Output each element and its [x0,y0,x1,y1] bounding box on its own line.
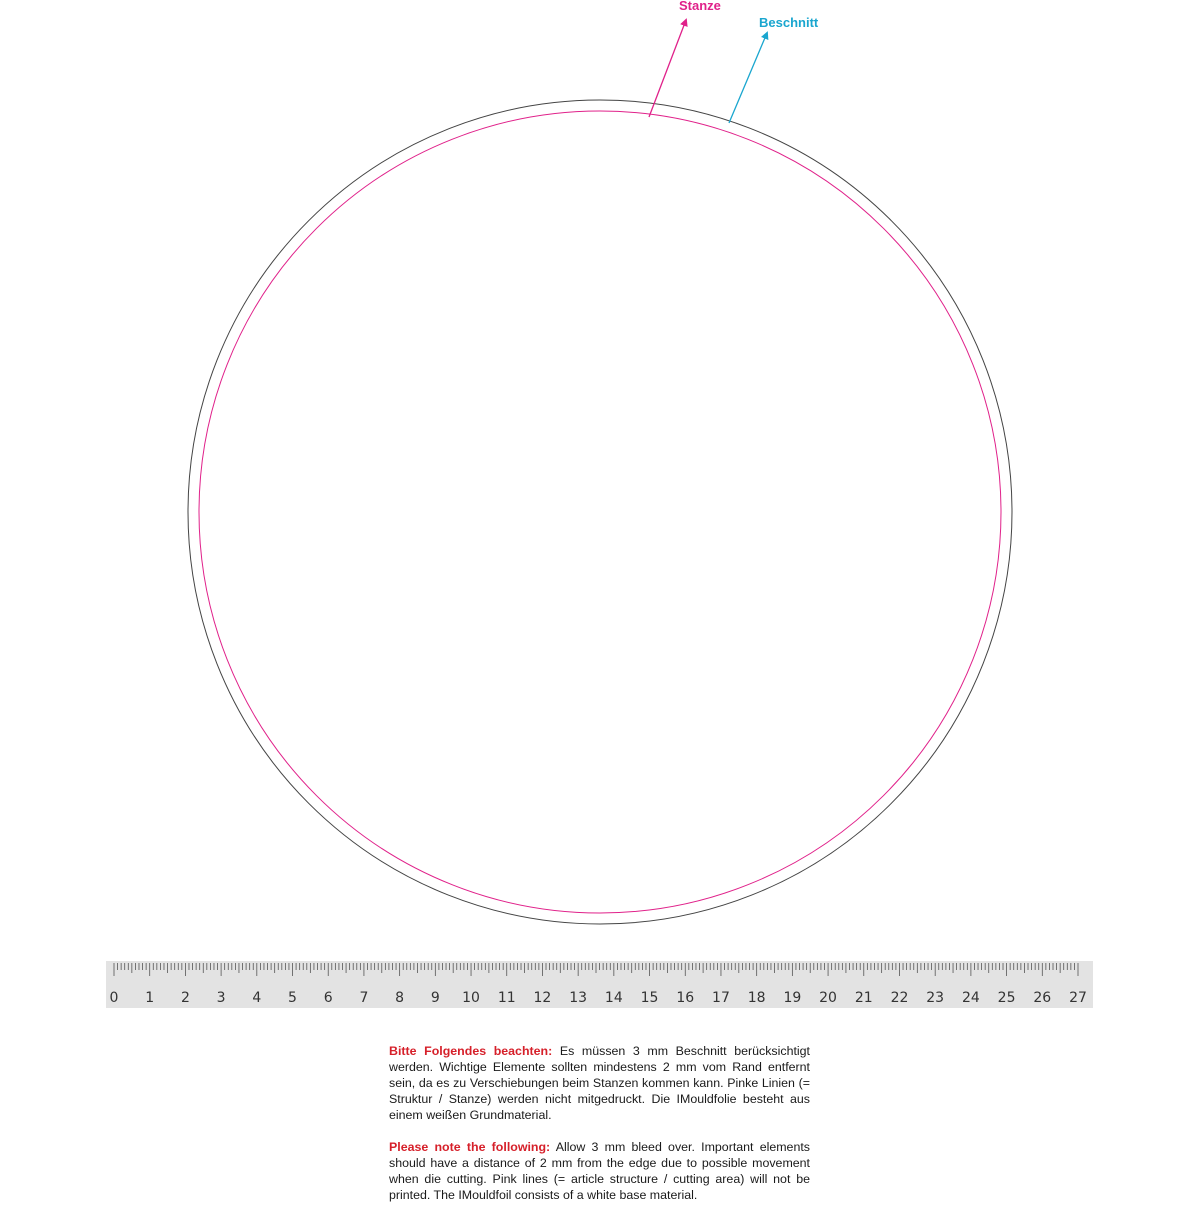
ruler-number: 4 [252,990,262,1006]
die-cut-circle [199,111,1001,913]
bleed-circle [188,100,1012,924]
ruler-number: 15 [640,990,659,1006]
ruler-number: 11 [497,990,516,1006]
ruler-number: 16 [676,990,695,1006]
ruler-number: 7 [359,990,369,1006]
ruler-number: 23 [926,990,945,1006]
ruler-number: 21 [854,990,873,1006]
note-english-body: Allow 3 mm bleed over. Important elements should have a distance of 2 mm from the edge due to possible movement when die cutting. Pink lines (= article structure / cutting area) will not be printed. The IMouldfoil consists of a white base material. [389,1140,810,1202]
ruler-number: 3 [216,990,226,1006]
ruler-number: 8 [395,990,405,1006]
ruler-number: 10 [462,990,480,1006]
note-german-heading: Bitte Folgendes beachten: [389,1044,553,1058]
note-german-body: Es müssen 3 mm Beschnitt berücksichtigt werden. Wichtige Elemente sollten mindestens 2 mm vom Rand entfernt sein, da es zu Verschiebungen beim Stanzen kommen kann. Pinke Linien (= Struktur / Stanze) werden nicht mitgedruckt. Die IMouldfolie besteht aus einem weißen Grundmaterial. [389,1044,810,1122]
ruler-number: 22 [890,990,909,1006]
note-english-heading: Please note the following: [389,1140,551,1154]
ruler-number: 12 [533,990,552,1006]
ruler [106,961,1093,1008]
ruler-number: 9 [430,990,440,1006]
stanze-label: Stanze [679,0,721,13]
ruler-number: 24 [961,990,980,1006]
ruler-number: 0 [109,990,119,1006]
ruler-number: 6 [323,990,333,1006]
ruler-number: 5 [288,990,297,1006]
ruler-number: 17 [712,990,730,1006]
note-english [389,1139,810,1203]
ruler-number: 2 [180,990,190,1006]
beschnitt-arrow [729,33,767,123]
ruler-number: 26 [1033,990,1052,1006]
ruler-number: 13 [569,990,588,1006]
beschnitt-label: Beschnitt [759,15,819,30]
ruler-number: 19 [783,990,802,1006]
note-german [389,1043,810,1123]
ruler-number: 1 [145,990,155,1006]
ruler-number: 18 [747,990,766,1006]
ruler-number: 20 [819,990,837,1006]
print-notes [389,1043,810,1219]
ruler-number: 14 [604,990,623,1006]
ruler-number: 27 [1069,990,1087,1006]
stanze-arrow [649,20,686,117]
ruler-number: 25 [997,990,1016,1006]
